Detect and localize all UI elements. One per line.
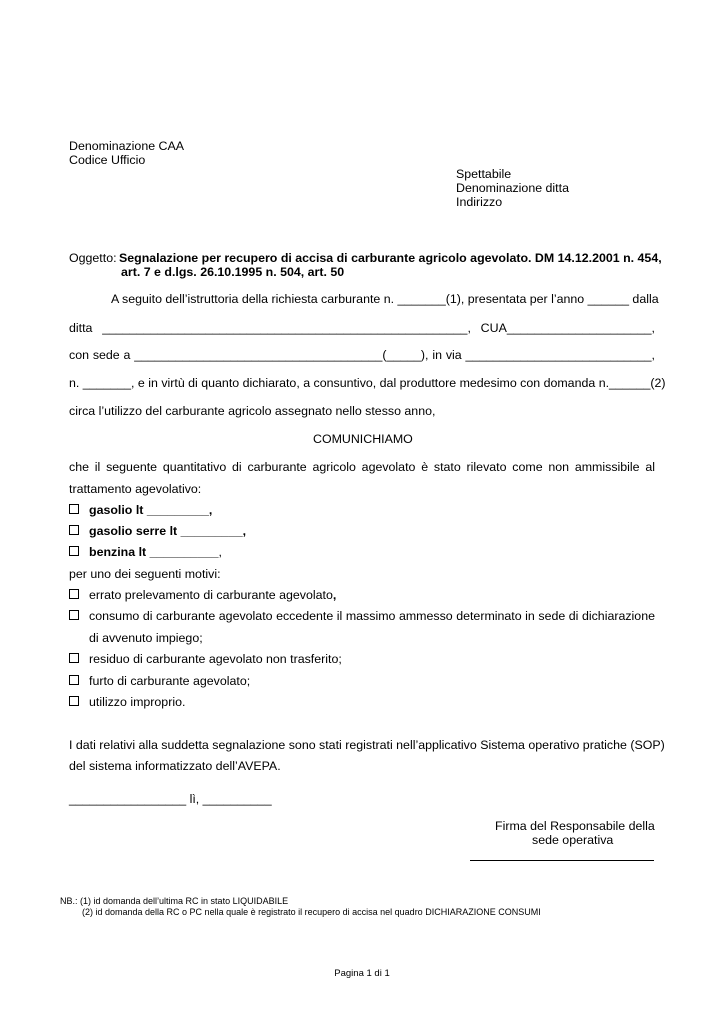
reason-option-improper-use[interactable]	[69, 695, 185, 709]
subject-line-2: art. 7 e d.lgs. 26.10.1995 n. 504, art. 50	[121, 265, 345, 279]
fuel-label: benzina lt __________	[89, 545, 219, 559]
checkbox[interactable]	[69, 525, 79, 535]
reason-label: errato prelevamento di carburante agevolato	[89, 588, 333, 602]
recipient-address: Indirizzo	[456, 195, 503, 209]
fuel-label: gasolio lt _________,	[89, 503, 213, 517]
checkbox[interactable]	[69, 589, 79, 599]
note-2: (2) id domanda della RC o PC nella quale è registrato il recupero di accisa nel quadro DICHIARAZIONE CONSUMI	[82, 907, 541, 917]
body-line-2: ditta _____________________________________________________, CUA_____________________,	[69, 321, 655, 335]
checkbox[interactable]	[69, 675, 79, 685]
recipient-company: Denominazione ditta	[456, 181, 569, 195]
reason-option-residue-not-transferred[interactable]	[69, 652, 342, 666]
body-line-1: A seguito dell’istruttoria della richiesta carburante n. _______(1), presentata per l’anno ______ dalla	[111, 292, 659, 306]
checkbox[interactable]	[69, 546, 79, 556]
page-number: Pagina 1 di 1	[334, 968, 390, 979]
communication-heading: COMUNICHIAMO	[313, 432, 413, 446]
reason-label: furto di carburante agevolato;	[89, 674, 251, 688]
fuel-label: gasolio serre lt _________,	[89, 524, 247, 538]
body-line-7: trattamento agevolativo:	[69, 482, 202, 496]
closing-line-2: del sistema informatizzato dell’AVEPA.	[69, 759, 281, 773]
place-date: _________________ lì, __________	[69, 792, 272, 806]
closing-line-1: I dati relativi alla suddetta segnalazione sono stati registrati nell’applicativo Sistema operativo pratiche (SOP)	[69, 738, 665, 752]
reason-option-theft[interactable]	[69, 674, 250, 688]
reason-label: consumo di carburante agevolato eccedente il massimo ammesso determinato in sede di dichiarazione	[89, 609, 655, 623]
note-1: NB.: (1) id domanda dell’ultima RC in stato LIQUIDABILE	[60, 896, 289, 906]
checkbox[interactable]	[69, 610, 79, 620]
caa-name: Denominazione CAA	[69, 139, 185, 153]
body-line-4: n. _______, e in virtù di quanto dichiarato, a consuntivo, dal produttore medesimo con domanda n.______(2)	[69, 376, 666, 390]
checkbox[interactable]	[69, 696, 79, 706]
reasons-intro: per uno dei seguenti motivi:	[69, 567, 221, 581]
body-line-6: che il seguente quantitativo di carburante agricolo agevolato è stato rilevato come non ammissibile al	[69, 460, 655, 474]
body-line-3: con sede a ____________________________________(_____), in via ___________________________,	[69, 348, 655, 362]
fuel-option-greenhouse-diesel[interactable]	[69, 524, 246, 538]
reason-label-continuation: di avvenuto impiego;	[89, 631, 203, 645]
reason-label: residuo di carburante agevolato non trasferito;	[89, 652, 342, 666]
signature-line	[470, 860, 654, 861]
recipient-salutation: Spettabile	[456, 167, 512, 181]
office-code: Codice Ufficio	[69, 153, 146, 167]
body-line-5: circa l’utilizzo del carburante agricolo assegnato nello stesso anno,	[69, 404, 436, 418]
reason-option-wrong-withdrawal[interactable]	[69, 588, 336, 602]
signature-label-1: Firma del Responsabile della	[495, 819, 655, 833]
signature-label-2: sede operativa	[532, 833, 614, 847]
reason-option-excess-consumption[interactable]	[69, 609, 655, 623]
checkbox[interactable]	[69, 504, 79, 514]
fuel-option-petrol[interactable]	[69, 545, 222, 559]
subject-line-1: Segnalazione per recupero di accisa di carburante agricolo agevolato. DM 14.12.2001 n. 454,	[119, 251, 662, 265]
subject-label: Oggetto:	[69, 251, 117, 265]
fuel-option-diesel[interactable]	[69, 503, 212, 517]
reason-label: utilizzo improprio.	[89, 695, 186, 709]
reason-suffix: ,	[332, 588, 337, 602]
fuel-suffix: ,	[218, 545, 222, 559]
checkbox[interactable]	[69, 653, 79, 663]
